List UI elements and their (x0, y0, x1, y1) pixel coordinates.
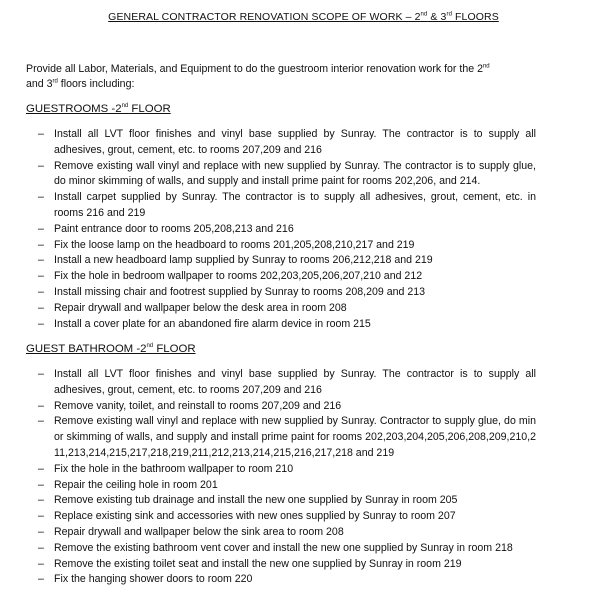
dash-bullet: – (38, 159, 44, 172)
list-item: – Repair the ceiling hole in room 201 (38, 478, 536, 494)
dash-bullet: – (38, 494, 44, 507)
dash-bullet: – (38, 462, 44, 475)
dash-bullet: – (38, 573, 44, 586)
list-item: – Fix the hole in the bathroom wallpaper to room 210 (38, 462, 536, 478)
dash-bullet: – (38, 301, 44, 314)
dash-bullet: – (38, 270, 44, 283)
dash-bullet: – (38, 415, 44, 428)
list-item: – Fix the hanging shower doors to room 220 (38, 572, 536, 588)
dash-bullet: – (38, 478, 44, 491)
dash-bullet: – (38, 510, 44, 523)
dash-bullet: – (38, 222, 44, 235)
list-item: – Remove vanity, toilet, and reinstall to rooms 207,209 and 216 (38, 399, 536, 415)
list-item: – Remove existing wall vinyl and replace with new supplied by Sunray. The contractor is to supply glue, do minor skimming of walls, and supply and install prime paint for rooms 202,206, and 214. (38, 159, 536, 188)
intro-paragraph: Provide all Labor, Materials, and Equipment to do the guestroom interior renovation work for the 2nd and 3rd floors including: (26, 63, 490, 90)
list-item: – Fix the hole in bedroom wallpaper to rooms 202,203,205,206,207,210 and 212 (38, 269, 536, 285)
list-item: – Install missing chair and footrest supplied by Sunray to rooms 208,209 and 213 (38, 285, 536, 301)
list-item: – Install a new headboard lamp supplied by Sunray to rooms 206,212,218 and 219 (38, 253, 536, 269)
list-item: – Repair drywall and wallpaper below the sink area to room 208 (38, 525, 536, 541)
list-item: – Remove the existing bathroom vent cover and install the new one supplied by Sunray in room 218 (38, 541, 536, 557)
list-item: – Repair drywall and wallpaper below the desk area in room 208 (38, 301, 536, 317)
dash-bullet: – (38, 254, 44, 267)
guestrooms-heading: GUESTROOMS -2nd FLOOR (26, 103, 171, 115)
list-item: – Install all LVT floor finishes and vinyl base supplied by Sunray. The contractor is to supply all adhesives, grout, cement, etc. to rooms 207,209 and 216 (38, 368, 536, 396)
dash-bullet: – (38, 557, 44, 570)
list-item: – Replace existing sink and accessories with new ones supplied by Sunray to room 207 (38, 509, 536, 525)
list-item: – Install all LVT floor finishes and vinyl base supplied by Sunray. The contractor is to supply all adhesives, grout, cement, etc. to rooms 207,209 and 216 (38, 128, 536, 156)
dash-bullet: – (38, 238, 44, 251)
dash-bullet: – (38, 285, 44, 298)
list-item: – Paint entrance door to rooms 205,208,213 and 216 (38, 222, 536, 238)
dash-bullet: – (38, 541, 44, 554)
guest-bathroom-heading: GUEST BATHROOM -2nd FLOOR (26, 343, 196, 355)
guest-bathroom-list (38, 367, 536, 588)
list-item: – Remove the existing toilet seat and install the new one supplied by Sunray in room 219 (38, 557, 536, 573)
document-title: GENERAL CONTRACTOR RENOVATION SCOPE OF WORK – 2nd & 3rd FLOORS (108, 11, 499, 23)
list-item: – Remove existing wall vinyl and replace with new supplied by Sunray. Contractor to supply glue, do minor skimming of walls, and supply and install prime paint for rooms 202,203,204,205,206,208,209,210,211,213,214,215,217,218,219,211,212,213,214,215,216,217,218 and 219 (38, 415, 536, 459)
list-item: – Install a cover plate for an abandoned fire alarm device in room 215 (38, 317, 536, 333)
list-item: – Install carpet supplied by Sunray. The contractor is to supply all adhesives, grout, cement, etc. in rooms 216 and 219 (38, 191, 536, 219)
list-item: – Fix the loose lamp on the headboard to rooms 201,205,208,210,217 and 219 (38, 238, 536, 254)
dash-bullet: – (38, 317, 44, 330)
dash-bullet: – (38, 399, 44, 412)
dash-bullet: – (38, 525, 44, 538)
dash-bullet: – (38, 191, 44, 204)
dash-bullet: – (38, 368, 44, 380)
list-item: – Remove existing tub drainage and install the new one supplied by Sunray in room 205 (38, 493, 536, 509)
guestrooms-list (38, 127, 536, 332)
dash-bullet: – (38, 128, 44, 140)
